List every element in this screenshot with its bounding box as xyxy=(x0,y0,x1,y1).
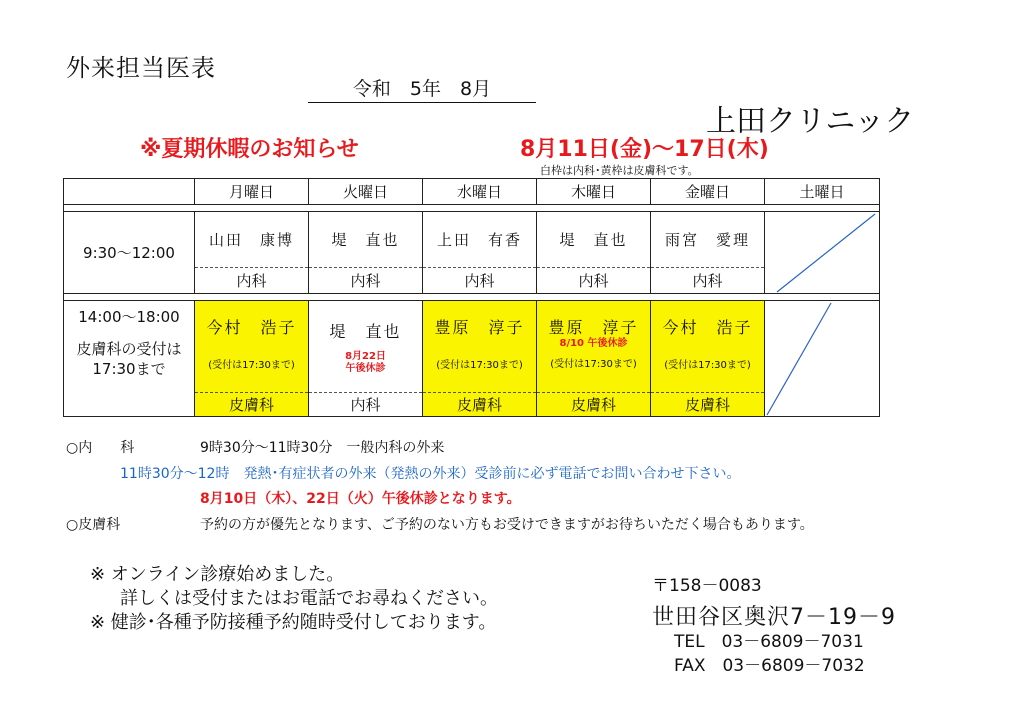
reception-note: (受付は17:30まで) xyxy=(664,360,751,371)
reception-note: (受付は17:30まで) xyxy=(208,360,295,371)
doctor-cell xyxy=(423,301,537,393)
summer-holiday-notice-title: ※夏期休暇のお知らせ xyxy=(140,137,359,162)
online-consult-note: ※ オンライン診療始めました。 xyxy=(90,564,345,585)
dept-cell: 皮膚科 xyxy=(195,393,309,417)
dept-cell: 内科 xyxy=(651,268,765,294)
doctor-name: 豊原 淳子 xyxy=(434,318,525,337)
corner-cell xyxy=(64,179,195,205)
clinic-name: 上田クリニック xyxy=(706,104,915,139)
doctor-cell: 雨宮 愛理 xyxy=(651,212,765,268)
closure-note: 8月22日 xyxy=(345,351,386,362)
doctor-cell xyxy=(195,301,309,393)
saturday-morning-closed xyxy=(765,212,880,294)
afternoon-doctor-row xyxy=(64,301,880,393)
doctor-cell xyxy=(537,301,651,393)
doctor-cell xyxy=(309,301,423,393)
bottom-notes xyxy=(90,563,498,635)
derm-reception-note: 皮膚科の受付は xyxy=(76,340,182,358)
doctor-schedule-table xyxy=(63,178,880,417)
day-thursday: 木曜日 xyxy=(537,179,651,205)
page-title: 外来担当医表 xyxy=(66,54,216,82)
doctor-name: 豊原 淳子 xyxy=(548,318,639,337)
dept-cell: 皮膚科 xyxy=(423,393,537,417)
dept-cell: 内科 xyxy=(423,268,537,294)
doctor-cell: 堤 直也 xyxy=(537,212,651,268)
hifu-label: ○皮膚科 xyxy=(66,517,121,533)
summer-holiday-dates: 8月11日(金)～17日(木) xyxy=(520,137,769,162)
doctor-cell: 上田 有香 xyxy=(423,212,537,268)
online-consult-detail: 詳しくは受付またはお電話でお尋ねください。 xyxy=(120,588,498,609)
dept-cell: 皮膚科 xyxy=(651,393,765,417)
doctor-cell xyxy=(651,301,765,393)
reception-note: (受付は17:30まで) xyxy=(436,360,523,371)
doctor-name: 堤 直也 xyxy=(329,322,402,341)
closure-line: 8月10日（木）、22日（火）午後休診となります。 xyxy=(200,491,521,507)
closed-slash-icon xyxy=(765,212,880,294)
hifu-text: 予約の方が優先となります、ご予約のない方もお受けできますがお待ちいただく場合もあります。 xyxy=(200,517,814,533)
day-tuesday: 火曜日 xyxy=(309,179,423,205)
doctor-name: 今村 浩子 xyxy=(662,318,753,337)
dept-cell: 内科 xyxy=(195,268,309,294)
saturday-afternoon-closed xyxy=(765,301,880,417)
closure-note-2: 午後休診 xyxy=(345,363,386,374)
fax-number: FAX 03－6809－7032 xyxy=(674,656,865,676)
clinic-address xyxy=(652,574,896,678)
phone-number: TEL 03－6809－7031 xyxy=(674,632,864,652)
dept-cell: 内科 xyxy=(309,268,423,294)
reception-note: (受付は17:30まで) xyxy=(550,359,637,370)
derm-reception-note-2: 17:30まで xyxy=(92,360,166,378)
day-friday: 金曜日 xyxy=(651,179,765,205)
day-header-row xyxy=(64,179,880,205)
closed-slash-icon xyxy=(765,301,880,417)
afternoon-time-cell xyxy=(64,301,195,417)
day-monday: 月曜日 xyxy=(195,179,309,205)
month-label: 令和 5年 8月 xyxy=(308,74,536,103)
morning-time: 9:30～12:00 xyxy=(64,212,195,294)
closure-note: 8/10 午後休診 xyxy=(559,338,628,349)
dept-cell: 内科 xyxy=(309,393,423,417)
naika-label: ○内 科 xyxy=(66,440,135,456)
doctor-cell: 堤 直也 xyxy=(309,212,423,268)
fever-clinic-line: 11時30分～12時 発熱･有症状者の外来（発熱の外来）受診前に必ず電話でお問い合わせ下さい。 xyxy=(120,466,741,482)
morning-doctor-row xyxy=(64,212,880,268)
dept-cell: 内科 xyxy=(537,268,651,294)
doctor-cell: 山田 康博 xyxy=(195,212,309,268)
color-legend: 白枠は内科･黄枠は皮膚科です。 xyxy=(540,164,699,177)
day-saturday: 土曜日 xyxy=(765,179,880,205)
dept-cell: 皮膚科 xyxy=(537,393,651,417)
naika-hours: 9時30分～11時30分 一般内科の外来 xyxy=(200,440,445,456)
day-wednesday: 水曜日 xyxy=(423,179,537,205)
street-address: 世田谷区奥沢7－19－9 xyxy=(652,605,896,630)
afternoon-time: 14:00～18:00 xyxy=(78,308,180,326)
checkup-note: ※ 健診･各種予防接種予約随時受付しております。 xyxy=(90,612,497,633)
doctor-name: 今村 浩子 xyxy=(206,318,297,337)
postal-code: 〒158－0083 xyxy=(652,576,762,596)
